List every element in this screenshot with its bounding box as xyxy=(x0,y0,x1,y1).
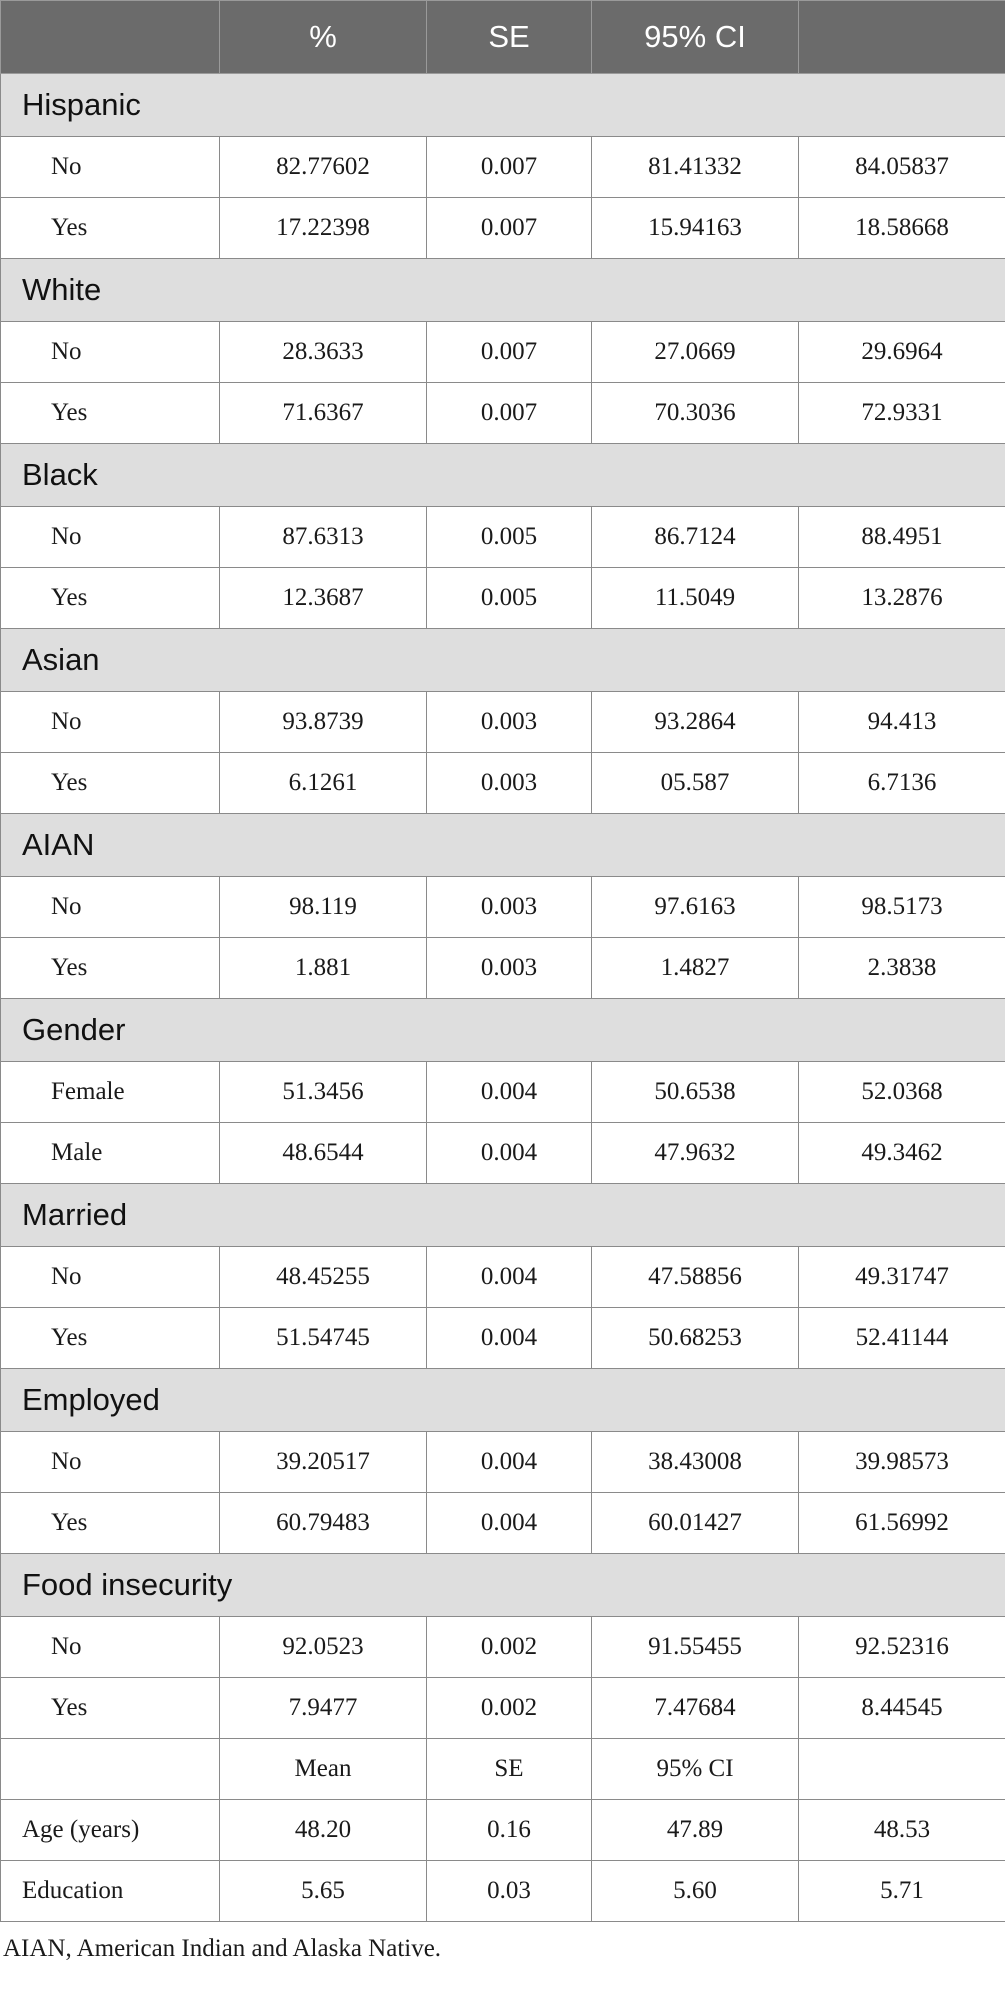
table-row xyxy=(1,692,1005,753)
group-name: AIAN xyxy=(1,814,1005,877)
ci-lower-cell: 70.3036 xyxy=(592,383,799,444)
ci-lower-cell: 05.587 xyxy=(592,753,799,814)
se-cell: 0.005 xyxy=(427,568,592,629)
se-cell: 0.003 xyxy=(427,753,592,814)
percent-cell: 82.77602 xyxy=(220,137,427,198)
group-header-row xyxy=(1,259,1005,322)
ci-upper-cell: 39.98573 xyxy=(799,1432,1005,1493)
row-label: Male xyxy=(1,1123,220,1184)
ci-lower-cell: 11.5049 xyxy=(592,568,799,629)
group-name: Employed xyxy=(1,1369,1005,1432)
ci-upper-cell: 29.6964 xyxy=(799,322,1005,383)
header-row xyxy=(1,1,1005,74)
ci-upper-cell: 8.44545 xyxy=(799,1678,1005,1739)
se-cell: 0.004 xyxy=(427,1308,592,1369)
ci-upper-cell: 49.31747 xyxy=(799,1247,1005,1308)
group-name: Hispanic xyxy=(1,74,1005,137)
row-label: Age (years) xyxy=(1,1800,220,1861)
row-label: Yes xyxy=(1,1678,220,1739)
se-cell: 0.004 xyxy=(427,1247,592,1308)
group-name: White xyxy=(1,259,1005,322)
row-label: Yes xyxy=(1,1493,220,1554)
percent-cell: 60.79483 xyxy=(220,1493,427,1554)
ci-lower-cell: 86.7124 xyxy=(592,507,799,568)
continuous-header-ci: 95% CI xyxy=(592,1739,799,1800)
percent-cell: 51.3456 xyxy=(220,1062,427,1123)
table-row xyxy=(1,877,1005,938)
row-label: No xyxy=(1,507,220,568)
ci-upper-cell: 72.9331 xyxy=(799,383,1005,444)
table-row xyxy=(1,1800,1005,1861)
ci-upper-cell: 61.56992 xyxy=(799,1493,1005,1554)
row-label: No xyxy=(1,322,220,383)
row-label: No xyxy=(1,1432,220,1493)
row-label: Yes xyxy=(1,938,220,999)
header-ci: 95% CI xyxy=(592,1,799,74)
row-label: Education xyxy=(1,1861,220,1922)
ci-lower-cell: 60.01427 xyxy=(592,1493,799,1554)
percent-cell: 12.3687 xyxy=(220,568,427,629)
ci-lower-cell: 47.58856 xyxy=(592,1247,799,1308)
row-label: Yes xyxy=(1,753,220,814)
group-header-row xyxy=(1,999,1005,1062)
ci-upper-cell: 49.3462 xyxy=(799,1123,1005,1184)
percent-cell: 98.119 xyxy=(220,877,427,938)
header-percent: % xyxy=(220,1,427,74)
ci-lower-cell: 50.6538 xyxy=(592,1062,799,1123)
se-cell: 0.007 xyxy=(427,137,592,198)
ci-upper-cell: 94.413 xyxy=(799,692,1005,753)
table-row xyxy=(1,568,1005,629)
row-label: Yes xyxy=(1,568,220,629)
percent-cell: 7.9477 xyxy=(220,1678,427,1739)
ci-lower-cell: 97.6163 xyxy=(592,877,799,938)
table-row xyxy=(1,1493,1005,1554)
table-row xyxy=(1,137,1005,198)
continuous-header-se: SE xyxy=(427,1739,592,1800)
row-label: No xyxy=(1,877,220,938)
percent-cell: 87.6313 xyxy=(220,507,427,568)
se-cell: 0.03 xyxy=(427,1861,592,1922)
table-body xyxy=(1,74,1005,1922)
ci-upper-cell: 92.52316 xyxy=(799,1617,1005,1678)
se-cell: 0.007 xyxy=(427,198,592,259)
group-header-row xyxy=(1,814,1005,877)
ci-upper-cell: 6.7136 xyxy=(799,753,1005,814)
table-row xyxy=(1,1123,1005,1184)
mean-cell: 48.20 xyxy=(220,1800,427,1861)
continuous-header-row xyxy=(1,1739,1005,1800)
row-label: Yes xyxy=(1,383,220,444)
table-row xyxy=(1,198,1005,259)
header-label xyxy=(1,1,220,74)
ci-upper-cell: 48.53 xyxy=(799,1800,1005,1861)
ci-upper-cell: 88.4951 xyxy=(799,507,1005,568)
se-cell: 0.003 xyxy=(427,692,592,753)
percent-cell: 17.22398 xyxy=(220,198,427,259)
row-label: No xyxy=(1,1247,220,1308)
ci-upper-cell: 52.41144 xyxy=(799,1308,1005,1369)
percent-cell: 48.6544 xyxy=(220,1123,427,1184)
group-header-row xyxy=(1,444,1005,507)
group-name: Black xyxy=(1,444,1005,507)
ci-lower-cell: 15.94163 xyxy=(592,198,799,259)
percent-cell: 93.8739 xyxy=(220,692,427,753)
percent-cell: 39.20517 xyxy=(220,1432,427,1493)
se-cell: 0.16 xyxy=(427,1800,592,1861)
row-label: No xyxy=(1,137,220,198)
header-se: SE xyxy=(427,1,592,74)
ci-lower-cell: 81.41332 xyxy=(592,137,799,198)
table-row xyxy=(1,1432,1005,1493)
ci-upper-cell: 52.0368 xyxy=(799,1062,1005,1123)
ci-lower-cell: 27.0669 xyxy=(592,322,799,383)
se-cell: 0.007 xyxy=(427,322,592,383)
ci-lower-cell: 50.68253 xyxy=(592,1308,799,1369)
se-cell: 0.003 xyxy=(427,938,592,999)
ci-lower-cell: 1.4827 xyxy=(592,938,799,999)
group-header-row xyxy=(1,1554,1005,1617)
ci-upper-cell: 84.05837 xyxy=(799,137,1005,198)
table-row xyxy=(1,1678,1005,1739)
group-header-row xyxy=(1,629,1005,692)
se-cell: 0.004 xyxy=(427,1432,592,1493)
header-ci-upper xyxy=(799,1,1005,74)
continuous-header-ci-upper xyxy=(799,1739,1005,1800)
table-row xyxy=(1,1861,1005,1922)
ci-upper-cell: 18.58668 xyxy=(799,198,1005,259)
table-row xyxy=(1,507,1005,568)
ci-lower-cell: 47.9632 xyxy=(592,1123,799,1184)
se-cell: 0.004 xyxy=(427,1493,592,1554)
ci-upper-cell: 98.5173 xyxy=(799,877,1005,938)
continuous-header-mean: Mean xyxy=(220,1739,427,1800)
se-cell: 0.002 xyxy=(427,1617,592,1678)
continuous-header-label xyxy=(1,1739,220,1800)
se-cell: 0.005 xyxy=(427,507,592,568)
percent-cell: 92.0523 xyxy=(220,1617,427,1678)
percent-cell: 6.1261 xyxy=(220,753,427,814)
group-header-row xyxy=(1,1369,1005,1432)
group-name: Married xyxy=(1,1184,1005,1247)
row-label: Female xyxy=(1,1062,220,1123)
percent-cell: 51.54745 xyxy=(220,1308,427,1369)
ci-lower-cell: 38.43008 xyxy=(592,1432,799,1493)
group-name: Asian xyxy=(1,629,1005,692)
footnote: AIAN, American Indian and Alaska Native. xyxy=(3,1935,442,1962)
table-row xyxy=(1,322,1005,383)
percent-cell: 28.3633 xyxy=(220,322,427,383)
se-cell: 0.004 xyxy=(427,1062,592,1123)
percent-cell: 71.6367 xyxy=(220,383,427,444)
table-row xyxy=(1,1062,1005,1123)
ci-upper-cell: 13.2876 xyxy=(799,568,1005,629)
table-row xyxy=(1,1247,1005,1308)
row-label: No xyxy=(1,692,220,753)
group-name: Food insecurity xyxy=(1,1554,1005,1617)
table-row xyxy=(1,1617,1005,1678)
se-cell: 0.003 xyxy=(427,877,592,938)
ci-lower-cell: 7.47684 xyxy=(592,1678,799,1739)
group-header-row xyxy=(1,1184,1005,1247)
table-row xyxy=(1,1308,1005,1369)
ci-lower-cell: 5.60 xyxy=(592,1861,799,1922)
se-cell: 0.004 xyxy=(427,1123,592,1184)
percent-cell: 48.45255 xyxy=(220,1247,427,1308)
table-row xyxy=(1,938,1005,999)
table-row xyxy=(1,383,1005,444)
ci-lower-cell: 93.2864 xyxy=(592,692,799,753)
group-name: Gender xyxy=(1,999,1005,1062)
mean-cell: 5.65 xyxy=(220,1861,427,1922)
se-cell: 0.007 xyxy=(427,383,592,444)
ci-upper-cell: 2.3838 xyxy=(799,938,1005,999)
row-label: Yes xyxy=(1,198,220,259)
ci-lower-cell: 47.89 xyxy=(592,1800,799,1861)
row-label: Yes xyxy=(1,1308,220,1369)
group-header-row xyxy=(1,74,1005,137)
ci-upper-cell: 5.71 xyxy=(799,1861,1005,1922)
ci-lower-cell: 91.55455 xyxy=(592,1617,799,1678)
table-row xyxy=(1,753,1005,814)
se-cell: 0.002 xyxy=(427,1678,592,1739)
row-label: No xyxy=(1,1617,220,1678)
percent-cell: 1.881 xyxy=(220,938,427,999)
